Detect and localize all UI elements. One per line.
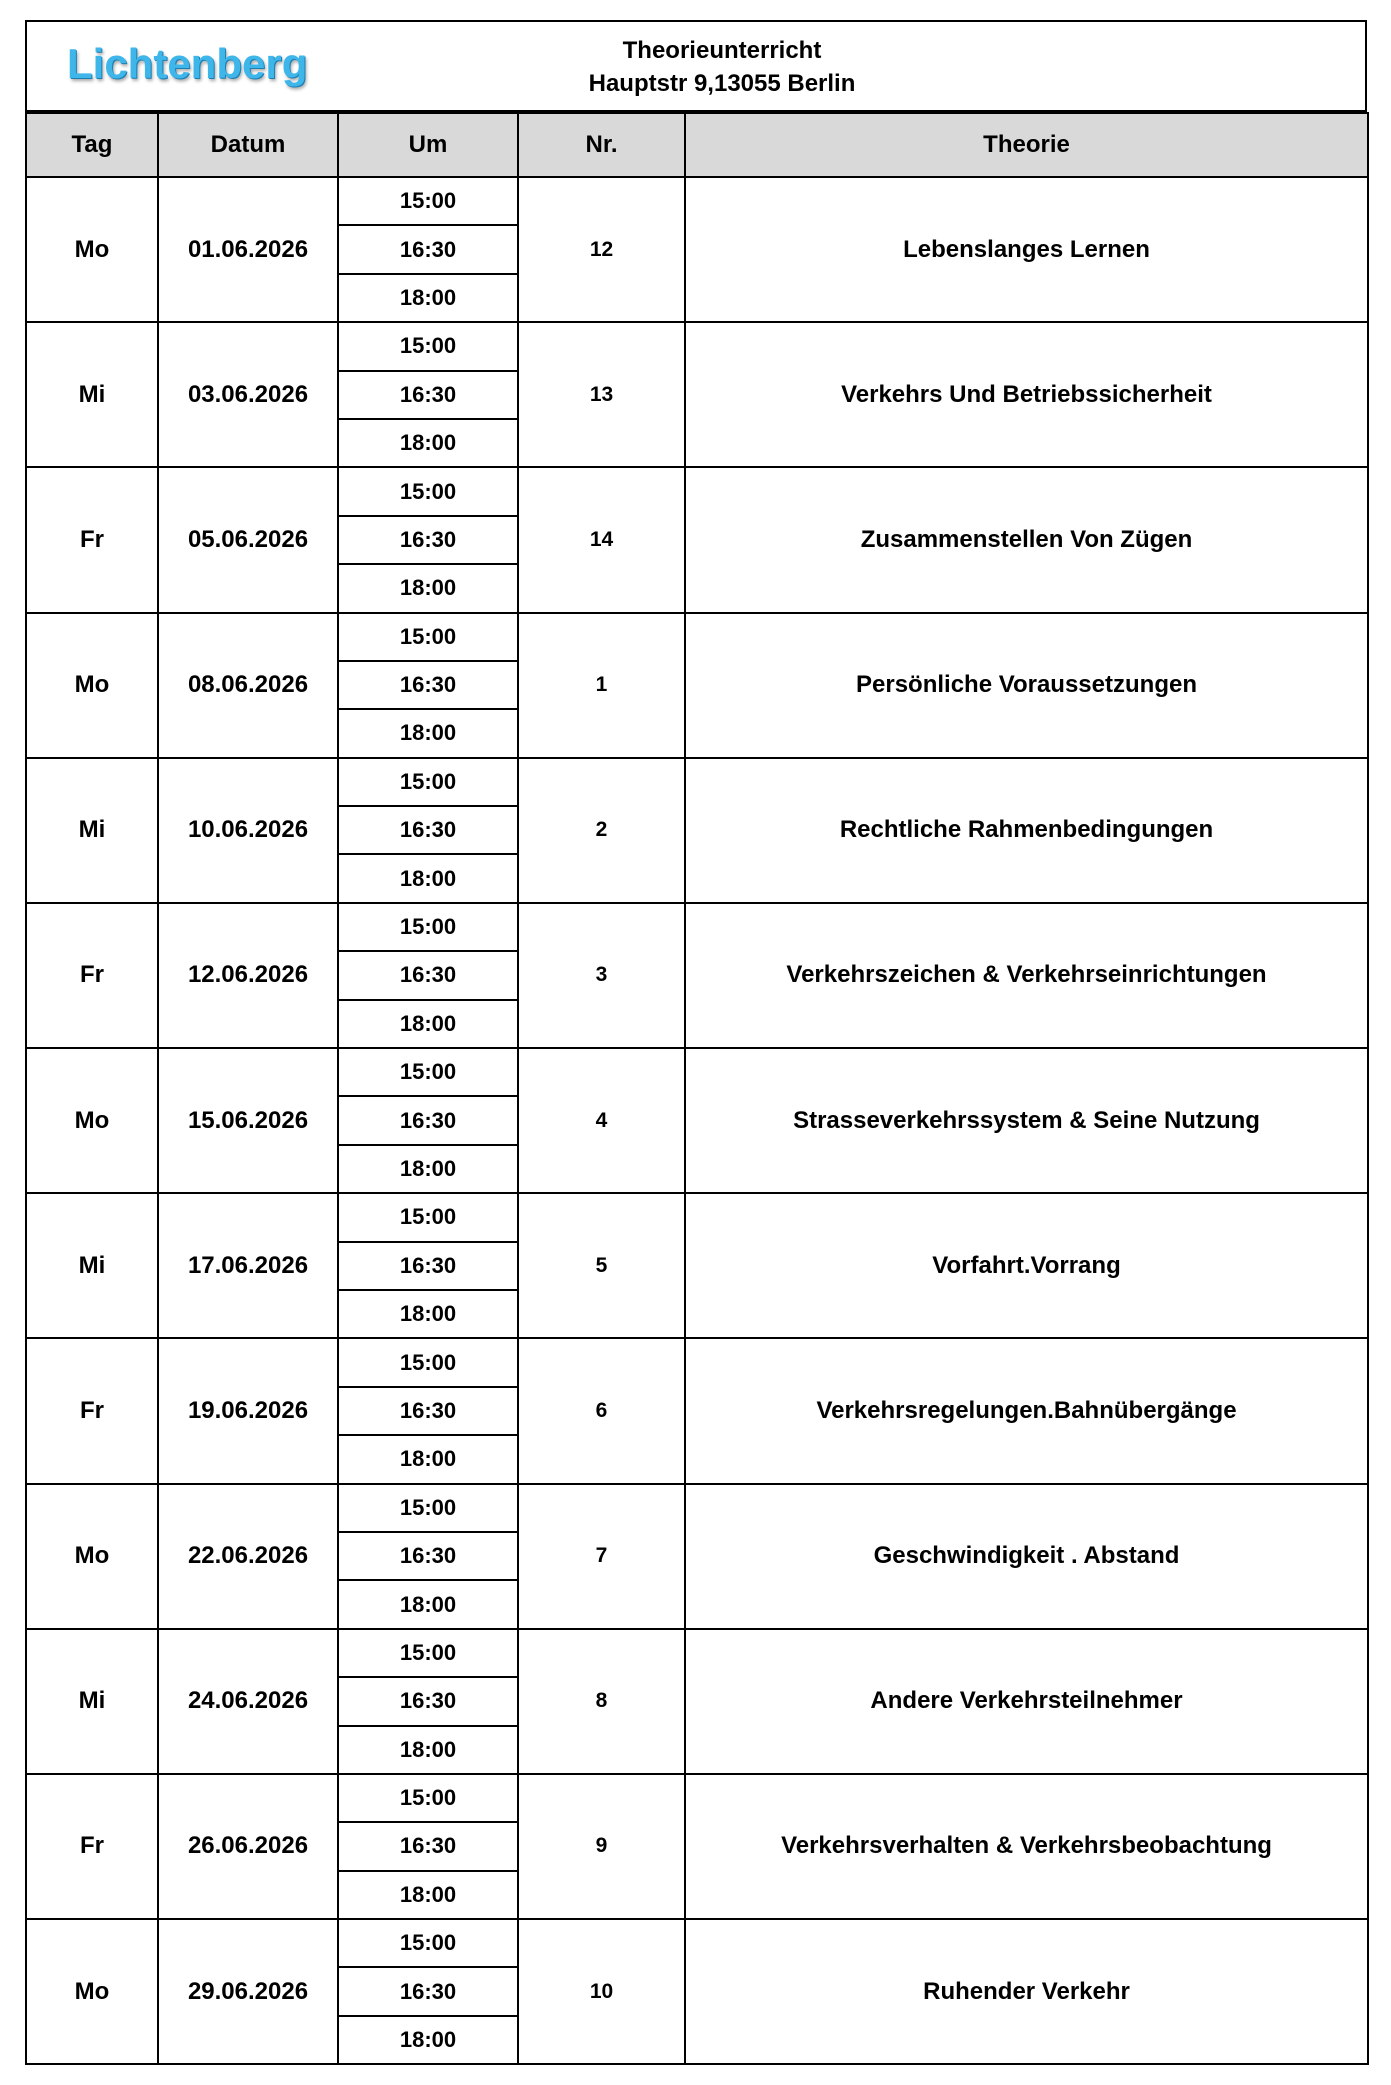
cell-datum: 10.06.2026 — [158, 758, 338, 903]
cell-theorie: Verkehrs Und Betriebssicherheit — [685, 322, 1368, 467]
table-row — [26, 1048, 1368, 1096]
cell-tag: Mo — [26, 1048, 158, 1193]
cell-theorie: Verkehrszeichen & Verkehrseinrichtungen — [685, 903, 1368, 1048]
table-row — [26, 1193, 1368, 1241]
cell-theorie: Vorfahrt.Vorrang — [685, 1193, 1368, 1338]
cell-um: 18:00 — [338, 1290, 518, 1338]
table-row — [26, 177, 1368, 225]
cell-um: 16:30 — [338, 661, 518, 709]
cell-um: 18:00 — [338, 1726, 518, 1774]
cell-tag: Fr — [26, 1338, 158, 1483]
cell-um: 16:30 — [338, 1242, 518, 1290]
cell-datum: 01.06.2026 — [158, 177, 338, 322]
cell-um: 16:30 — [338, 371, 518, 419]
cell-datum: 29.06.2026 — [158, 1919, 338, 2064]
title-block — [27, 34, 1365, 100]
cell-tag: Mi — [26, 322, 158, 467]
lichtenberg-logo: Lichtenberg — [67, 40, 308, 87]
schedule-table — [25, 112, 1369, 2065]
cell-um: 18:00 — [338, 1435, 518, 1483]
cell-nr: 12 — [518, 177, 685, 322]
cell-nr: 10 — [518, 1919, 685, 2064]
cell-um: 18:00 — [338, 1000, 518, 1048]
cell-um: 16:30 — [338, 1096, 518, 1144]
document-header — [25, 20, 1367, 112]
cell-um: 16:30 — [338, 1387, 518, 1435]
cell-um: 16:30 — [338, 806, 518, 854]
table-row — [26, 1484, 1368, 1532]
cell-um: 15:00 — [338, 177, 518, 225]
cell-um: 15:00 — [338, 903, 518, 951]
cell-datum: 26.06.2026 — [158, 1774, 338, 1919]
cell-um: 16:30 — [338, 951, 518, 999]
cell-um: 15:00 — [338, 1193, 518, 1241]
cell-nr: 5 — [518, 1193, 685, 1338]
cell-um: 16:30 — [338, 225, 518, 273]
table-header-row — [26, 113, 1368, 177]
cell-nr: 8 — [518, 1629, 685, 1774]
table-row — [26, 1338, 1368, 1386]
cell-um: 16:30 — [338, 516, 518, 564]
cell-um: 18:00 — [338, 854, 518, 902]
cell-um: 15:00 — [338, 1774, 518, 1822]
cell-tag: Mo — [26, 613, 158, 758]
cell-theorie: Verkehrsverhalten & Verkehrsbeobachtung — [685, 1774, 1368, 1919]
document-address: Hauptstr 9,13055 Berlin — [588, 70, 856, 97]
cell-um: 15:00 — [338, 758, 518, 806]
column-header-um: Um — [338, 113, 518, 177]
cell-um: 15:00 — [338, 1048, 518, 1096]
table-row — [26, 758, 1368, 806]
cell-um: 18:00 — [338, 709, 518, 757]
cell-datum: 15.06.2026 — [158, 1048, 338, 1193]
cell-nr: 6 — [518, 1338, 685, 1483]
table-row — [26, 1629, 1368, 1677]
cell-um: 18:00 — [338, 2016, 518, 2064]
table-row — [26, 322, 1368, 370]
cell-um: 15:00 — [338, 1629, 518, 1677]
cell-um: 15:00 — [338, 322, 518, 370]
cell-theorie: Strasseverkehrssystem & Seine Nutzung — [685, 1048, 1368, 1193]
cell-um: 15:00 — [338, 467, 518, 515]
cell-nr: 7 — [518, 1484, 685, 1629]
cell-um: 16:30 — [338, 1967, 518, 2015]
cell-theorie: Andere Verkehrsteilnehmer — [685, 1629, 1368, 1774]
cell-theorie: Zusammenstellen Von Zügen — [685, 467, 1368, 612]
cell-datum: 03.06.2026 — [158, 322, 338, 467]
cell-theorie: Ruhender Verkehr — [685, 1919, 1368, 2064]
cell-um: 18:00 — [338, 564, 518, 612]
cell-um: 16:30 — [338, 1822, 518, 1870]
table-row — [26, 613, 1368, 661]
table-row — [26, 467, 1368, 515]
schedule-body — [26, 177, 1368, 2064]
cell-datum: 17.06.2026 — [158, 1193, 338, 1338]
cell-theorie: Geschwindigkeit . Abstand — [685, 1484, 1368, 1629]
cell-nr: 4 — [518, 1048, 685, 1193]
cell-um: 16:30 — [338, 1532, 518, 1580]
cell-tag: Mo — [26, 1919, 158, 2064]
cell-tag: Mi — [26, 758, 158, 903]
column-header-nr: Nr. — [518, 113, 685, 177]
cell-datum: 05.06.2026 — [158, 467, 338, 612]
cell-nr: 13 — [518, 322, 685, 467]
cell-theorie: Persönliche Voraussetzungen — [685, 613, 1368, 758]
schedule-document — [25, 20, 1367, 2065]
cell-um: 15:00 — [338, 1338, 518, 1386]
cell-datum: 19.06.2026 — [158, 1338, 338, 1483]
cell-datum: 24.06.2026 — [158, 1629, 338, 1774]
cell-nr: 2 — [518, 758, 685, 903]
cell-nr: 1 — [518, 613, 685, 758]
cell-um: 18:00 — [338, 419, 518, 467]
cell-um: 18:00 — [338, 274, 518, 322]
cell-nr: 9 — [518, 1774, 685, 1919]
cell-um: 18:00 — [338, 1580, 518, 1628]
table-row — [26, 903, 1368, 951]
cell-um: 16:30 — [338, 1677, 518, 1725]
cell-um: 18:00 — [338, 1871, 518, 1919]
cell-theorie: Lebenslanges Lernen — [685, 177, 1368, 322]
cell-tag: Fr — [26, 467, 158, 612]
cell-tag: Mi — [26, 1193, 158, 1338]
cell-datum: 22.06.2026 — [158, 1484, 338, 1629]
cell-tag: Mo — [26, 1484, 158, 1629]
cell-um: 18:00 — [338, 1145, 518, 1193]
cell-tag: Mo — [26, 177, 158, 322]
cell-nr: 14 — [518, 467, 685, 612]
cell-um: 15:00 — [338, 1484, 518, 1532]
cell-tag: Mi — [26, 1629, 158, 1774]
column-header-theorie: Theorie — [685, 113, 1368, 177]
table-row — [26, 1774, 1368, 1822]
table-row — [26, 1919, 1368, 1967]
column-header-datum: Datum — [158, 113, 338, 177]
cell-tag: Fr — [26, 1774, 158, 1919]
cell-nr: 3 — [518, 903, 685, 1048]
cell-um: 15:00 — [338, 1919, 518, 1967]
cell-datum: 12.06.2026 — [158, 903, 338, 1048]
cell-theorie: Verkehrsregelungen.Bahnübergänge — [685, 1338, 1368, 1483]
cell-datum: 08.06.2026 — [158, 613, 338, 758]
cell-tag: Fr — [26, 903, 158, 1048]
cell-theorie: Rechtliche Rahmenbedingungen — [685, 758, 1368, 903]
column-header-tag: Tag — [26, 113, 158, 177]
document-title: Theorieunterricht — [622, 37, 822, 64]
cell-um: 15:00 — [338, 613, 518, 661]
